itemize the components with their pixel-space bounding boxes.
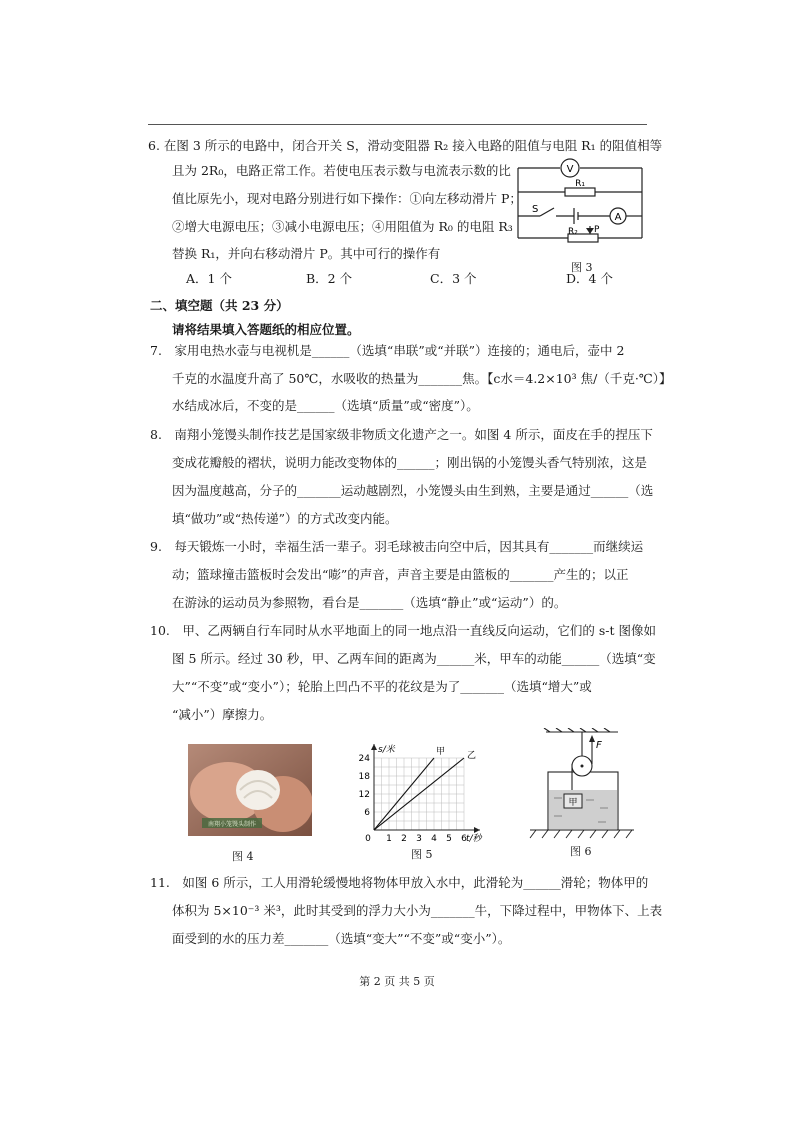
y-tick-label: 18 <box>358 772 370 782</box>
y-axis-label: s/米 <box>378 745 395 755</box>
x-tick-label: 5 <box>446 834 452 844</box>
q6-option-b: B．2 个 <box>306 271 353 286</box>
q11-line-2: 体积为 5×10⁻³ 米³，此时其受到的浮力大小为_______牛，下降过程中，甲物体下、上表 <box>172 903 663 918</box>
q8-line-3: 因为温度越高，分子的_______运动越剧烈，小笼馒头由生到熟，主要是通过______（选 <box>172 483 654 498</box>
series-label: 乙 <box>467 751 477 761</box>
q8-line-4: 填“做功”或“热传递”）的方式改变内能。 <box>172 511 398 526</box>
y-tick-label: 24 <box>358 754 370 764</box>
force-arrow-icon <box>589 735 595 742</box>
q6-option-d: D．4 个 <box>566 271 613 286</box>
fig5-caption: 图 5 <box>411 848 433 861</box>
q6-option-c: C．3 个 <box>430 271 477 286</box>
x-tick-label: 4 <box>431 834 437 844</box>
q8-line-2: 变成花瓣般的褶状，说明力能改变物体的______；刚出锅的小笼馒头香气特别浓，这是 <box>172 455 648 470</box>
switch-label: S <box>532 204 539 215</box>
st-chart-fig5 <box>350 730 500 846</box>
y-tick-label: 6 <box>364 808 370 818</box>
q6-line-1: 6. 在图 3 所示的电路中，闭合开关 S，滑动变阻器 R₂ 接入电路的阻值与电阻 R₁ 的阻值相等 <box>148 138 663 153</box>
fig3-caption: 图 3 <box>571 261 593 274</box>
q7-line-2: 千克的水温度升高了 50℃，水吸收的热量为_______焦。【c水＝4.2×10³ 焦/（千克·℃）】 <box>172 371 672 386</box>
q10-line-2: 图 5 所示。经过 30 秒，甲、乙两车间的距离为______米，甲车的动能______（选填“变 <box>172 651 656 666</box>
page-footer: 第 2 页 共 5 页 <box>359 975 435 988</box>
q9-line-2: 动；篮球撞击篮板时会发出“嘭”的声音，声音主要是由篮板的_______产生的；以正 <box>172 567 629 582</box>
q6-line-3: 值比原先小，现对电路分别进行如下操作：①向左移动滑片 P； <box>172 191 522 206</box>
voltmeter-label: V <box>566 164 574 175</box>
force-label: F <box>596 740 602 751</box>
q7-line-1: 7. 家用电热水壶与电视机是______（选填“串联”或“并联”）连接的；通电后，壶中 2 <box>150 343 625 358</box>
q11-line-1: 11. 如图 6 所示，工人用滑轮缓慢地将物体甲放入水中，此滑轮为______滑轮；物体甲的 <box>150 875 649 890</box>
pulley-diagram-fig6 <box>526 728 638 842</box>
ammeter-label: A <box>614 212 622 223</box>
series-label: 甲 <box>436 747 446 757</box>
q6-line-4: ②增大电源电压；③减小电源电压；④用阻值为 R₀ 的电阻 R₃ <box>172 219 513 234</box>
section-heading: 二、填空题（共 23 分） <box>150 298 289 313</box>
fig4-caption: 图 4 <box>232 850 254 863</box>
r2-label: R₂ <box>568 227 578 237</box>
fig6-caption: 图 6 <box>570 845 592 858</box>
origin-label: 0 <box>365 834 371 844</box>
circuit-diagram-fig3 <box>510 150 650 262</box>
x-tick-label: 6 <box>461 834 467 844</box>
q6-line-5: 替换 R₁，并向右移动滑片 P。其中可行的操作有 <box>172 246 441 261</box>
q9-line-1: 9. 每天锻炼一小时，幸福生活一辈子。羽毛球被击向空中后，因其具有_______而继续运 <box>150 539 644 554</box>
x-tick-label: 2 <box>401 834 407 844</box>
q11-line-3: 面受到的水的压力差_______（选填“变大”“不变”或“变小”）。 <box>172 931 511 946</box>
x-tick-label: 1 <box>386 834 392 844</box>
q8-line-1: 8. 南翔小笼馒头制作技艺是国家级非物质文化遗产之一。如图 4 所示，面皮在手的捏压下 <box>150 427 653 442</box>
q6-line-2: 且为 2R₀，电路正常工作。若使电压表示数与电流表示数的比 <box>172 163 511 178</box>
dumpling-photo <box>188 744 312 836</box>
header-rule <box>148 124 647 125</box>
section-instruction: 请将结果填入答题纸的相应位置。 <box>172 322 360 337</box>
photo-caption-text: 南翔小笼馒头制作 <box>207 821 257 828</box>
q7-line-3: 水结成冰后，不变的是______（选填“质量”或“密度”）。 <box>172 398 479 413</box>
x-axis-arrow-icon <box>474 827 480 833</box>
r1-label: R₁ <box>575 179 585 189</box>
x-axis-label: t/秒 <box>466 834 482 844</box>
q10-line-4: “减小”）摩擦力。 <box>172 707 273 722</box>
q6-option-a: A．1 个 <box>186 271 232 286</box>
slider-label: P <box>594 225 600 235</box>
y-axis-arrow-icon <box>371 744 377 750</box>
object-label: 甲 <box>568 798 578 808</box>
q10-line-1: 10. 甲、乙两辆自行车同时从水平地面上的同一地点沿一直线反向运动，它们的 s-t 图像如 <box>150 623 656 638</box>
q9-line-3: 在游泳的运动员为参照物，看台是_______（选填“静止”或“运动”）的。 <box>172 595 567 610</box>
q10-line-3: 大”“不变”或“变小”）；轮胎上凹凸不平的花纹是为了_______（选填“增大”或 <box>172 679 592 694</box>
x-tick-label: 3 <box>416 834 422 844</box>
y-tick-label: 12 <box>358 790 370 800</box>
